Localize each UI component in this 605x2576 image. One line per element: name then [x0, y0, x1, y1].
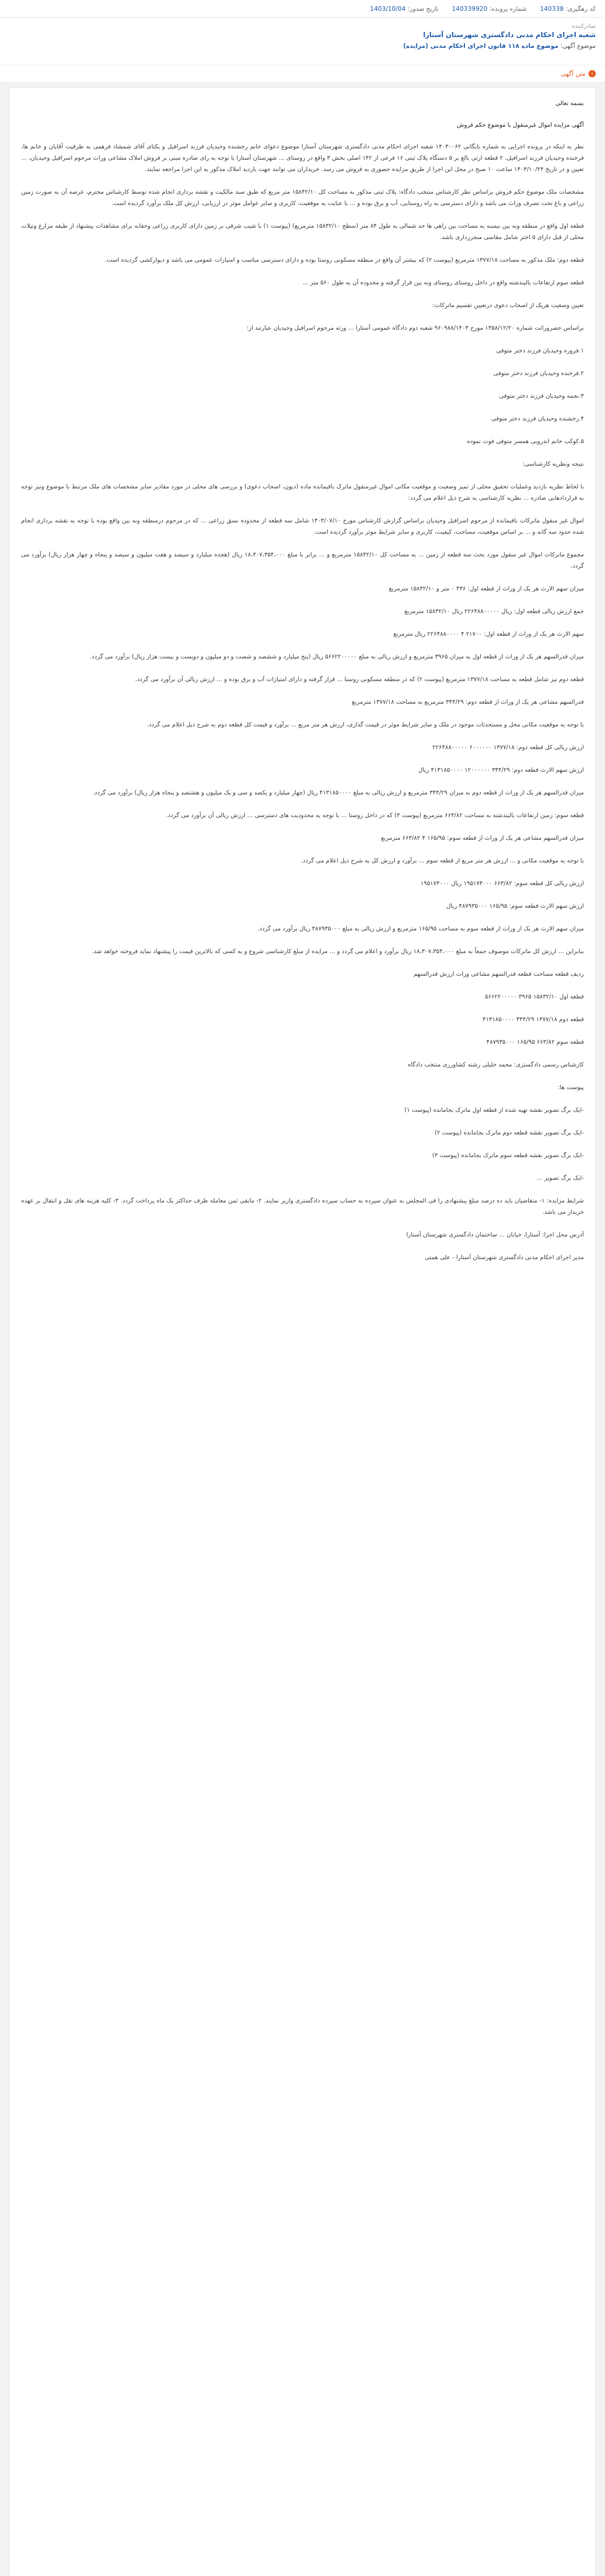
- notice-paragraph: میزان قدرالسهم هر یک از وراث از قطعه دوم به میزان ۳۴۴/۲۹ مترمربع و ارزش ریالی به مبلغ ۴۱۳۱۸۵۰۰۰۰ ریال (چهار میلیارد و یکصد و سی و یک میلیون و هشتصد و پنجاه هزار ریال) برآورد می گردد.: [92, 789, 584, 796]
- summary-table-row: قطعه اول ۱۵۸۳۲/۱۰ ۳۹۶۵ ۵۶۶۲۲۰۰۰۰۰: [485, 993, 584, 1000]
- notice-paragraph: میزان قدرالسهم هر یک از وراث از قطعه اول به میزان ۳۹۶۵ مترمربع و ارزش ریالی به مبلغ ۵۶۶۲۲۰۰۰۰۰ ریال (پنج میلیارد و ششصد و شصت و دو میلیون و دویست و بیست هزار ریال) برآورد می گردد.: [90, 653, 584, 660]
- valuation-line: ارزش سهم الارث قطعه سوم: ۱۶۵/۹۵ ۴۸۷۹۳۵۰۰۰ ریال: [446, 902, 584, 909]
- attachments-heading: پیوست ها:: [558, 1083, 584, 1091]
- summary-table-header: ردیف قطعه مساحت قطعه قدرالسهم مشاعی وراث ارزش قدرالسهم: [413, 970, 584, 977]
- heir-item: ۳.نجمه وحیدیان فرزند دختر متوفی: [499, 392, 584, 399]
- signature: مدیر اجرای احکام مدنی دادگستری شهرستان آستارا - علی همتی: [425, 1253, 584, 1261]
- notice-body: [9, 88, 596, 2576]
- notice-paragraph: قطعه سوم: زمین ارتفاعات بالیندشته به مساحت ۶۶۳/۸۲ مترمربع (پیوست ۳) که در داخل روستا ... با توجه به محدودیت های دسترسی ... ارزش ریالی آن برآورد می گردد.: [166, 811, 584, 819]
- attachment-item: -ایک برگ تصویر نقشه قطعه دوم ماترک بجامانده (پیوست ۲): [434, 1129, 584, 1136]
- issuer-organization: شعبه اجرای احکام مدنی دادگستری شهرستان آستارا: [423, 31, 596, 39]
- valuation-line: میزان سهم الارث هر یک از وراث از قطعه اول: ۴۳۶ ۰ متر و ۱۵۸۳۲/۱۰ مترمربع: [389, 585, 584, 592]
- tab-bar: [0, 65, 605, 82]
- notice-header: [0, 18, 605, 65]
- valuation-line: سهم الارث هر یک از وراث از قطعه اول: ۲۱۷۰۰ ۴ ۲۲۶۴۸۸۰۰۰۰ ریال مترمربع: [393, 630, 584, 637]
- notice-title: آگهی مزایده اموال غیرمنقول با موضوع حکم فروش: [457, 121, 584, 128]
- notice-paragraph: قطعه اول واقع در منطقه ونه بین نیسبه به مساحت بین راهی ها حد شمالی به طول ۸۴ متر (سطح ۱۵۸۳۲/۱۰ مترمربع) (پیوست ۱) با شیب شرقی بر زمین دارای کاربری زراعی وحقابه برای مشاهدات پیشنهاد از طبقه مزارع وتپلات محلی از قبل دارای ۵ اختر شامل مقاسی منجرزداری باشد.: [21, 222, 584, 241]
- valuation-line: ارزش ریالی کل قطعه دوم: ۱۳۷۷/۱۸ ۶۰۰۰۰۰۰ ۲۲۶۴۸۸۰۰۰۰۰: [432, 743, 584, 751]
- summary-table-row: قطعه سوم ۶۶۳/۸۲ ۱۶۵/۹۵ ۴۸۷۹۳۵۰۰۰: [486, 1038, 584, 1045]
- notice-paragraph: با توجه به موقعیت مکانی محل و مستحدثات موجود در ملک و سایر شرایط موثر در قیمت گذاری، ارزش هر متر مربع ... برآورد و قیمت کل قطعه دوم به شرح ذیل اعلام می گردد.: [146, 721, 584, 728]
- notice-paragraph: مجموع ماترکات اموال غیر منقول مورد بحث سه قطعه از زمین ... به مساحت کل ۱۵۸۴۲/۱۰ مترمربع و ... برابر با مبلغ ۱۸،۳۰۷،۳۵۴،۰۰۰ ریال (هجده میلیارد و سیصد و هفت میلیون و سیصد و پنجاه و چهار هزار ریال) برآورد می گردد.: [21, 551, 584, 569]
- notice-paragraph: بنابراین ... ارزش کل ماترکات موصوف جمعاً به مبلغ ۱۸،۳۰۷،۳۵۴،۰۰۰ ریال برآورد و اعلام می گردد و ... مزایده از مبلغ کارشناسی شروع و به کسی که بالاترین قیمت را پیشنهاد نماید فروخته خواهد شد.: [92, 947, 584, 955]
- heir-item: ۴.رخشنده وحیدیان فرزند دختر متوفی: [491, 415, 584, 422]
- notice-subject: موضوع آگهی: موضوع ماده ۱۱۸ قانون اجرای احکام مدنی (مزایده): [403, 42, 596, 49]
- notice-paragraph: قطعه دوم: ملک مذکور به مساحت ۱۳۷۷/۱۸ مترمربع (پیوست ۲) که بیشتر آن واقع در منطقه مسکونی روستا بوده و دارای دسترسی مناسب و امتیازات عمومی می باشد و دیوارکشی گردیده است.: [105, 256, 584, 263]
- heir-item: ۱.فروزه وحیدیان فرزند دختر متوفی: [496, 347, 584, 354]
- notice-paragraph: تعیین وضعیت هریک از اصحاب دعوی درتعیین تقسیم ماترکات:: [432, 301, 584, 309]
- attachment-item: -ایک برگ تصویر نقشه تهیه شده از قطعه اول ماترک بجامانده (پیوست ۱): [404, 1106, 584, 1113]
- notice-paragraph: براساس حصروراثت شماره ۱۳۵۸/۱۲/۲۰ مورخ ۹۶۰۹۸۸/۱۴۰۳ شعبه دوم دادگاه عمومی آستارا ... ورثه مرحوم اسرافیل وحیدیان عبارتند از:: [246, 324, 584, 331]
- summary-table-row: قطعه دوم ۱۳۷۷/۱۸ ۳۴۴/۲۹ ۴۱۳۱۸۵۰۰۰۰: [482, 1015, 584, 1023]
- notice-subject-value: موضوع ماده ۱۱۸ قانون اجرای احکام مدنی (مزایده): [403, 42, 559, 49]
- expert-name: کارشناس رسمی دادگستری: محمد خلیلی رشته کشاورزی منتخب دادگاه: [408, 1061, 584, 1068]
- tracking-code: کد رهگیری:140338: [540, 5, 596, 12]
- notice-paragraph: با توجه به موقعیت مکانی و ... ارزش هر متر مربع از قطعه سوم ... برآورد و ارزش کل به شرح ذیل اعلام می گردد.: [300, 857, 584, 864]
- info-icon: i: [589, 70, 596, 77]
- valuation-line: میزان قدرالسهم مشاعی هر یک از وراث از قطعه سوم: ۱۶۵/۹۵ ۴ ۶۶۳/۸۲ مترمربع: [381, 834, 584, 841]
- valuation-line: ارزش ریالی کل قطعه سوم: ۶۶۳/۸۲ ۱۹۵۱۷۴۰۰۰ ریال ۱۹۵۱۷۴۰۰۰: [421, 879, 584, 887]
- valuation-line: قدرالسهم مشاعی هر یک از وراث از قطعه دوم: ۳۴۴/۲۹ مترمربع به مساحت ۱۳۷۷/۱۸ مترمربع: [351, 698, 584, 705]
- office-address: آدرس محل اجرا: آستارا، خیابان ... ساختمان دادگستری شهرستان آستارا: [406, 1231, 584, 1238]
- tab-notice-text-label: متن آگهی: [561, 70, 585, 77]
- notice-paragraph: میزان سهم الارث هر یک از وراث از قطعه سوم به مساحت ۱۶۵/۹۵ مترمربع و ارزش ریالی به مبلغ ۴۸۷۹۳۵۰۰۰ ریال برآورد می گردد.: [257, 925, 584, 932]
- valuation-line: جمع ارزش ریالی قطعه اول: ریال ۲۲۶۴۸۸۰۰۰۰۰ ریال ۱۵۸۳۲/۱۰ مترمربع: [404, 607, 584, 615]
- case-number: شماره پرونده:140339920: [451, 5, 527, 12]
- valuation-line: ارزش سهم الارث قطعه دوم: ۳۴۴/۲۹ ۱۲۰۰۰۰۰۰ ۴۱۳۱۸۵۰۰۰۰ ریال: [418, 766, 584, 773]
- notice-paragraph: با لحاظ نظریه بازدید وعملیات تحقیق محلی از تمیز وضعیت و موقعیت مکانی اموال غیرمنقول ماترک باقیمانده ماده (دیون، اصحاب دعوی) و بررسی های محلی در مورد مقادیر سایر مشخصات های ملک مرتبط با موضوع ونیز توجه به قراردادهایی صادره ... نظریه کارشناسی به شرح ذیل اعلام می گردد:: [21, 483, 584, 501]
- attachment-item: -ایک برگ تصویر نقشه قطعه سوم ماترک بجامانده (پیوست ۳): [432, 1151, 584, 1159]
- heir-item: ۵.کوکب خانم اندروبی همسر متوفی فوت نموده: [467, 437, 584, 445]
- top-meta-bar: [0, 0, 605, 18]
- notice-paragraph: قطعه دوم نیز شامل قطعه به مساحت ۱۳۷۷/۱۸ مترمربع (پیوست ۲) که در منطقه مسکونی روستا ... قرار گرفته و دارای امتیازات آب و برق بوده و ... ارزش ریالی آن برآورد می گردد.: [135, 675, 584, 683]
- issue-date: تاریخ صدور:1403/10/04: [369, 5, 439, 12]
- notice-paragraph: مشخصات ملک موضوع حکم فروش براساس نظر کارشناس منتخب دادگاه: پلاک ثبتی مذکور به مساحت کل ۱۵۸۴۲/۱۰ متر مربع که طبق سند مالکیت و نقشه برداری انجام شده توسط کارشناس محترم، عرصه آن به صورت زمین زراعی و باغ تحت تصرف وراث می باشد و دارای دسترسی به راه روستایی، آب و برق بوده و ... با عنایت به موقعیت، کاربری و سایر عوامل موثر در ارزیابی، ارزش کل ملک برآورد گردیده است.: [21, 188, 584, 207]
- notice-bismillah: بسمه تعالی: [555, 99, 584, 107]
- notice-paragraph: نظر به اینکه در پرونده اجرایی به شماره بایگانی ۱۴۰۳۰۰۶۲ شعبه اجرای احکام مدنی دادگستری شهرستان آستارا موضوع دعوای خانم رخشنده وحیدیان فرزند اسرافیل و یکتای آقای شمشاد فرهمی به طرفیت آقایان و خانم ها، فرخنده وحیدیان فرزند اسرافیل، ۲ قطعه ارثی بالغ بر ۵ دستگاه پلاک ثبتی ۱۶ فرعی از ۱۴۲ اصلی بخش ۳ واقع در روستای ... شهرستان آستارا با توجه به رای صادره مبنی بر فروش املاک مشاعی وراث مرحوم اسرافیل وحیدیان، ... تعیین و در تاریخ ۱۴۰۳/۱۰/۲۴ ساعت ۱۰ صبح در محل این اجرا از طریق مزایده حضوری به فروش می رسد. خریداران می توانند جهت بازدید املاک مذکور به این اجرا مراجعه نمایند.: [21, 143, 584, 173]
- notice-paragraph: قطعه سوم ارتفاعات بالیندشته واقع در داخل روستای روستای ونه بین قرار گرفته و محدوده آن به طول ۵۶۰ متر ...: [302, 279, 584, 286]
- issuer-label: صادرکننده: [572, 23, 596, 29]
- heir-item: ۲.فرخنده وحیدیان فرزند دختر متوفی: [493, 369, 584, 377]
- attachment-item: -ایک برگ تصویر ...: [536, 1174, 584, 1181]
- tab-notice-text[interactable]: [561, 70, 596, 77]
- auction-terms: شرایط مزایده: ۱- متقاضیان باید ده درصد مبلغ پیشنهادی را فی المجلس به عنوان سپرده به حساب سپرده دادگستری واریز نمایند. ۲- مابقی ثمن معامله ظرف حداکثر یک ماه پرداخت گردد. ۳- کلیه هزینه های نقل و انتقال بر عهده خریدار می باشد.: [21, 1197, 584, 1215]
- notice-paragraph: اموال غیر منقول ماترکات باقیمانده از مرحوم اسرافیل وحیدیان براساس گزارش کارشناس مورخ ۱۴۰۳/۰۷/۱۰ شامل سه قطعه از محدوده نسق زراعی ... که در مرحوم درمنطقه ونه بین واقع بوده با توجه به نقشه برداری انجام شده حدود سه گانه و ... بر اساس موقعیت، مساحت، کیفیت، کاربری و سایر شرایط موثر برآورد گردیده است.: [21, 517, 584, 535]
- meta-group: [370, 5, 596, 12]
- section-heading: نتیجه ونظریه کارشناسی:: [522, 460, 584, 467]
